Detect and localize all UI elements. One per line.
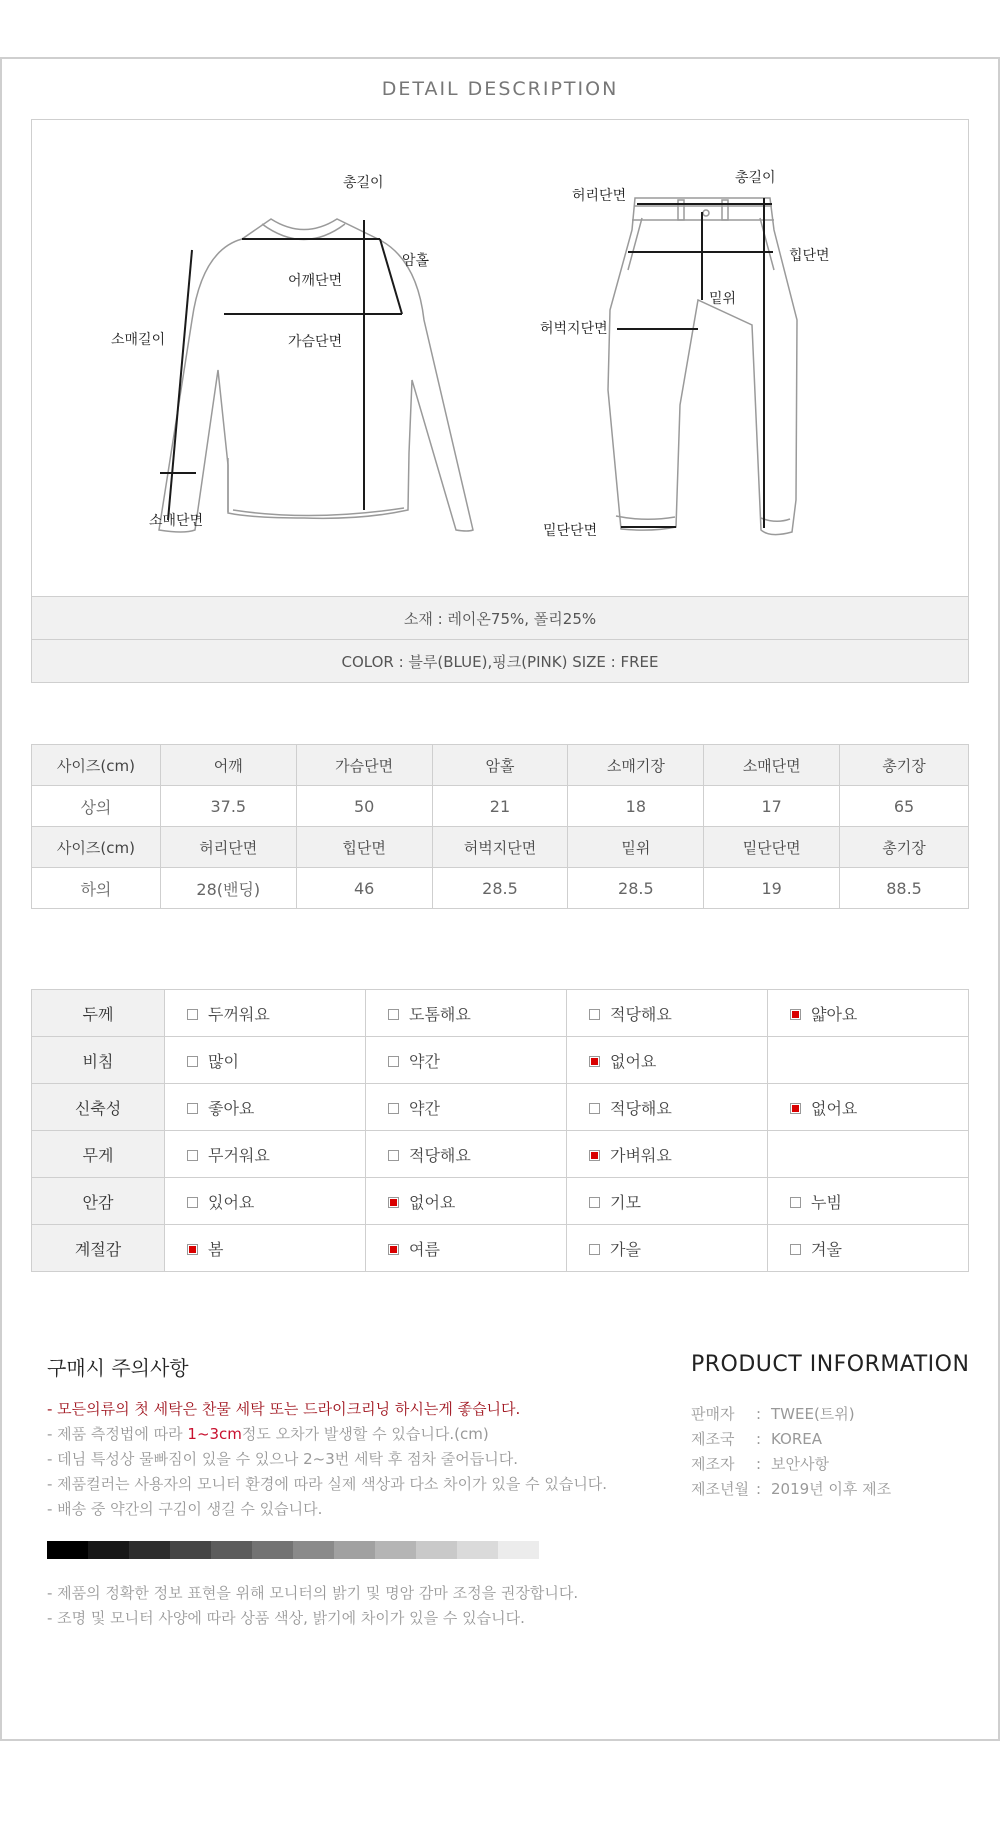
care-title: 구매시 주의사항 [47,1356,189,1380]
care-list [47,1397,607,1522]
gray-swatch [211,1541,252,1559]
product-info-value: KOREA [771,1430,822,1448]
checked-box-icon [589,1056,600,1067]
gray-swatch [498,1541,539,1559]
material-row: 소재 : 레이온75%, 폴리25% [32,596,968,639]
size-cell: 46 [296,868,432,909]
feel-option [768,1178,969,1225]
page-title: DETAIL DESCRIPTION [381,78,619,100]
size-header-cell: 소매기장 [568,745,704,786]
feel-row-label: 무게 [32,1131,165,1178]
feel-option [366,1084,567,1131]
unchecked-box-icon [187,1009,198,1020]
product-info-key: 판매자 [691,1405,735,1423]
product-info-row [691,1477,891,1502]
feel-option-label: 없어요 [409,1192,456,1212]
product-info-value: TWEE(트위) [771,1405,855,1423]
feel-option [567,1037,768,1084]
unchecked-box-icon [187,1150,198,1161]
feel-option [366,1225,567,1272]
size-header-cell: 밑단단면 [704,827,840,868]
unchecked-box-icon [187,1103,198,1114]
care-item: - 데님 특성상 물빠짐이 있을 수 있으나 2~3번 세탁 후 점차 줄어듭니다. [47,1450,519,1468]
label-rise: 밑위 [709,291,737,307]
checked-box-icon [388,1197,399,1208]
unchecked-box-icon [589,1103,600,1114]
gray-swatch [88,1541,129,1559]
feel-row-label: 비침 [32,1037,165,1084]
checked-box-icon [790,1009,801,1020]
note-item: - 조명 및 모니터 사양에 따라 상품 색상, 밝기에 차이가 있을 수 있습니다. [47,1609,525,1627]
size-header-cell: 힙단면 [296,827,432,868]
product-info-key: 제조자 [691,1455,735,1473]
feel-option [165,1037,366,1084]
unchecked-box-icon [589,1244,600,1255]
size-cell: 65 [840,786,969,827]
size-row-bottom [32,868,969,909]
feel-option [366,1131,567,1178]
gray-swatch [334,1541,375,1559]
feel-option [366,1037,567,1084]
size-cell: 상의 [32,786,161,827]
size-cell: 19 [704,868,840,909]
label-hip: 힙단면 [789,248,830,264]
label-total-length-top: 총길이 [343,175,384,191]
feel-option-label: 누빔 [811,1192,842,1212]
feel-option-label: 두꺼워요 [208,1004,270,1024]
size-cell: 18 [568,786,704,827]
size-header-cell: 어깨 [160,745,296,786]
unchecked-box-icon [589,1197,600,1208]
product-info-colon: : [755,1480,762,1498]
feel-option-label: 좋아요 [208,1098,255,1118]
label-chest: 가슴단면 [288,334,343,350]
feel-option-label: 겨울 [811,1239,842,1259]
size-cell: 50 [296,786,432,827]
care-item-text: - 제품 측정법에 따라 [47,1425,188,1443]
size-diagram [31,119,969,683]
care-item: - 모든의류의 첫 세탁은 찬물 세탁 또는 드라이크리닝 하시는게 좋습니다. [47,1400,521,1418]
feel-option [366,990,567,1037]
feel-option-label: 기모 [610,1192,641,1212]
gray-swatch [252,1541,293,1559]
feel-row [32,1037,969,1084]
monitor-notes [47,1581,578,1631]
unchecked-box-icon [187,1197,198,1208]
care-item-highlight: 1~3cm [187,1425,242,1443]
feel-option [567,1225,768,1272]
product-info-colon: : [755,1405,762,1423]
size-cell: 28.5 [432,868,568,909]
product-info-key: 제조국 [691,1430,735,1448]
care-item: - 배송 중 약간의 구김이 생길 수 있습니다. [47,1500,323,1518]
feel-row-label: 두께 [32,990,165,1037]
label-total-length-bottom: 총길이 [735,170,776,186]
feel-option [366,1178,567,1225]
product-info-colon: : [755,1430,762,1448]
size-header-bottom [32,827,969,868]
size-cell: 21 [432,786,568,827]
feel-option-label: 여름 [409,1239,440,1259]
measure-armhole [380,239,402,314]
size-cell: 28.5 [568,868,704,909]
feel-row-label: 계절감 [32,1225,165,1272]
feel-option-label: 많이 [208,1051,239,1071]
product-info-key: 제조년월 [691,1480,749,1498]
size-header-cell: 총기장 [840,745,969,786]
label-shoulder: 어깨단면 [288,273,343,289]
size-header-cell: 사이즈(cm) [32,827,161,868]
feel-option [567,1084,768,1131]
care-item-text: 정도 오차가 발생할 수 있습니다.(cm) [241,1425,489,1443]
feel-option-label: 약간 [409,1051,440,1071]
feel-option [165,1131,366,1178]
checked-box-icon [790,1103,801,1114]
product-info-colon: : [755,1455,762,1473]
feel-row [32,990,969,1037]
size-header-cell: 소매단면 [704,745,840,786]
gray-swatch [170,1541,211,1559]
size-cell: 17 [704,786,840,827]
feel-row [32,1178,969,1225]
feel-option-label: 적당해요 [610,1098,672,1118]
feel-option-label: 도톰해요 [409,1004,471,1024]
gray-swatch [457,1541,498,1559]
feel-option-label: 무거워요 [208,1145,270,1165]
gray-swatch [129,1541,170,1559]
feel-option [567,1131,768,1178]
feel-option-label: 가을 [610,1239,641,1259]
unchecked-box-icon [187,1056,198,1067]
gray-swatch [416,1541,457,1559]
feel-option-label: 있어요 [208,1192,255,1212]
measure-sleeve-length [168,250,192,520]
size-row-top [32,786,969,827]
size-header-cell: 암홀 [432,745,568,786]
feel-option-label: 얇아요 [811,1004,858,1024]
gray-swatch [375,1541,416,1559]
label-hem: 밑단단면 [543,523,598,539]
unchecked-box-icon [790,1197,801,1208]
unchecked-box-icon [388,1056,399,1067]
label-armhole: 암홀 [402,253,430,269]
size-cell: 88.5 [840,868,969,909]
unchecked-box-icon [388,1150,399,1161]
unchecked-box-icon [790,1244,801,1255]
label-waist: 허리단면 [572,188,627,204]
care-item [47,1422,607,1447]
label-sleeve-width: 소매단면 [149,513,204,529]
product-info-row [691,1402,891,1427]
label-thigh: 허벅지단면 [540,321,608,337]
feel-option-label: 봄 [208,1239,224,1259]
unchecked-box-icon [388,1009,399,1020]
size-header-cell: 허벅지단면 [432,827,568,868]
product-info-value: 보안사항 [771,1455,829,1473]
size-header-cell: 총기장 [840,827,969,868]
feel-row [32,1084,969,1131]
feel-option [165,1084,366,1131]
size-table [31,744,969,909]
product-info-list [691,1402,891,1502]
product-info-value: 2019년 이후 제조 [771,1480,892,1498]
checked-box-icon [388,1244,399,1255]
feel-option-label: 가벼워요 [610,1145,672,1165]
unchecked-box-icon [589,1009,600,1020]
size-header-top [32,745,969,786]
feel-option [768,990,969,1037]
gray-swatch [293,1541,334,1559]
feel-option-empty [768,1131,969,1178]
fabric-feel-table [31,989,969,1272]
checked-box-icon [187,1244,198,1255]
feel-option [768,1084,969,1131]
size-header-cell: 허리단면 [160,827,296,868]
size-cell: 28(밴딩) [160,868,296,909]
feel-row-label: 안감 [32,1178,165,1225]
care-item: - 제품컬러는 사용자의 모니터 환경에 따라 실제 색상과 다소 차이가 있을 수 있습니다. [47,1475,608,1493]
label-sleeve-length: 소매길이 [111,332,166,348]
feel-option [165,990,366,1037]
feel-option [165,1225,366,1272]
note-item: - 제품의 정확한 정보 표현을 위해 모니터의 밝기 및 명암 감마 조정을 권장합니다. [47,1584,579,1602]
feel-option [165,1178,366,1225]
feel-row [32,1225,969,1272]
feel-option-label: 없어요 [811,1098,858,1118]
feel-option-label: 적당해요 [409,1145,471,1165]
gray-scale-bar [47,1541,539,1559]
feel-option [768,1225,969,1272]
size-cell: 하의 [32,868,161,909]
feel-option-empty [768,1037,969,1084]
product-info-row [691,1427,891,1452]
gray-swatch [47,1541,88,1559]
color-size-row: COLOR : 블루(BLUE),핑크(PINK) SIZE : FREE [32,639,968,682]
unchecked-box-icon [388,1103,399,1114]
size-header-cell: 사이즈(cm) [32,745,161,786]
product-info-row [691,1452,891,1477]
feel-row-label: 신축성 [32,1084,165,1131]
size-header-cell: 밑위 [568,827,704,868]
product-info-title: PRODUCT INFORMATION [691,1352,970,1377]
feel-option-label: 없어요 [610,1051,657,1071]
feel-option-label: 약간 [409,1098,440,1118]
checked-box-icon [589,1150,600,1161]
size-header-cell: 가슴단면 [296,745,432,786]
feel-option [567,990,768,1037]
size-cell: 37.5 [160,786,296,827]
feel-option [567,1178,768,1225]
feel-option-label: 적당해요 [610,1004,672,1024]
feel-row [32,1131,969,1178]
